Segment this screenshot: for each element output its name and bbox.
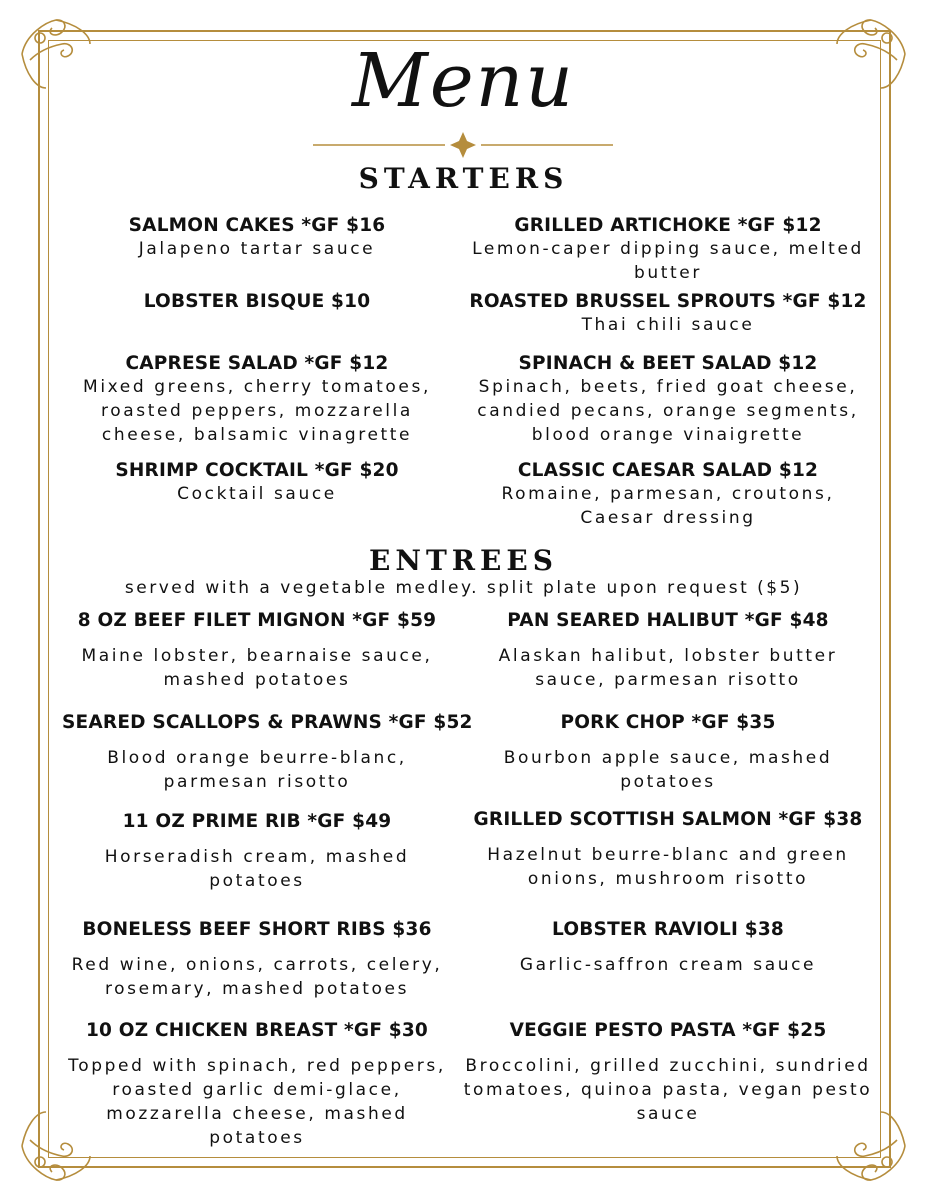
item-description: Red wine, onions, carrots, celery, rosemary, mashed potatoes	[71, 955, 443, 999]
item-description: Romaine, parmesan, croutons, Caesar dressing	[501, 484, 835, 528]
item-description: Horseradish cream, mashed potatoes	[104, 847, 410, 891]
item-name: BONELESS BEEF SHORT RIBS $36	[82, 919, 432, 940]
menu-item	[462, 215, 874, 285]
item-name: SHRIMP COCKTAIL *GF $20	[115, 460, 399, 481]
item-description: Maine lobster, bearnaise sauce, mashed potatoes	[81, 646, 433, 690]
menu-item	[62, 353, 452, 447]
entrees-note: served with a vegetable medley. split plate upon request ($5)	[124, 578, 803, 598]
menu-item	[462, 1020, 874, 1126]
item-name: LOBSTER RAVIOLI $38	[552, 919, 784, 940]
item-description: Mixed greens, cherry tomatoes, roasted peppers, mozzarella cheese, balsamic vinagrette	[83, 377, 431, 445]
menu-item	[462, 809, 874, 891]
item-description: Garlic-saffron cream sauce	[519, 955, 817, 975]
item-name: CAPRESE SALAD *GF $12	[125, 353, 389, 374]
menu-item	[462, 712, 874, 794]
menu-item	[62, 919, 452, 1001]
item-description: Lemon-caper dipping sauce, melted butter	[472, 239, 864, 283]
item-description: Cocktail sauce	[177, 484, 337, 504]
item-name: PAN SEARED HALIBUT *GF $48	[507, 610, 829, 631]
menu-item	[62, 610, 452, 692]
item-name: SPINACH & BEET SALAD $12	[518, 353, 818, 374]
item-name: LOBSTER BISQUE $10	[143, 291, 371, 312]
item-description: Topped with spinach, red peppers, roasted garlic demi-glace, mozzarella cheese, mashed potatoes	[68, 1056, 446, 1148]
item-description: Bourbon apple sauce, mashed potatoes	[503, 748, 833, 792]
menu-item	[62, 811, 452, 893]
menu-item	[462, 353, 874, 447]
item-name: SEARED SCALLOPS & PRAWNS *GF $52	[62, 712, 473, 733]
item-name: 11 OZ PRIME RIB *GF $49	[122, 811, 392, 832]
item-description: Hazelnut beurre-blanc and green onions, mushroom risotto	[487, 845, 849, 889]
item-name: 10 OZ CHICKEN BREAST *GF $30	[85, 1020, 429, 1041]
entrees-heading: ENTREES	[369, 544, 558, 577]
item-name: VEGGIE PESTO PASTA *GF $25	[509, 1020, 827, 1041]
menu-item	[62, 215, 452, 261]
menu-item	[62, 712, 473, 794]
item-description: Jalapeno tartar sauce	[138, 239, 376, 259]
starters-heading: STARTERS	[358, 162, 569, 195]
item-name: CLASSIC CAESAR SALAD $12	[517, 460, 819, 481]
item-description: Broccolini, grilled zucchini, sundried tomatoes, quinoa pasta, vegan pesto sauce	[463, 1056, 873, 1124]
menu-title: Menu	[352, 38, 575, 124]
menu-item	[462, 610, 874, 692]
item-description: Alaskan halibut, lobster butter sauce, parmesan risotto	[498, 646, 838, 690]
menu-item	[462, 919, 874, 977]
item-name: PORK CHOP *GF $35	[560, 712, 776, 733]
item-description: Thai chili sauce	[581, 315, 755, 335]
item-description: Blood orange beurre-blanc, parmesan risotto	[107, 748, 407, 792]
item-description: Spinach, beets, fried goat cheese, candied pecans, orange segments, blood orange vinaigrette	[477, 377, 859, 445]
item-name: 8 OZ BEEF FILET MIGNON *GF $59	[77, 610, 437, 631]
menu-item	[62, 1020, 452, 1150]
item-name: GRILLED SCOTTISH SALMON *GF $38	[473, 809, 863, 830]
menu-item	[462, 460, 874, 530]
menu-item	[462, 291, 874, 337]
menu-item	[62, 460, 452, 506]
menu-item	[62, 291, 452, 313]
star-divider-icon	[313, 130, 613, 160]
item-name: ROASTED BRUSSEL SPROUTS *GF $12	[469, 291, 867, 312]
item-name: GRILLED ARTICHOKE *GF $12	[514, 215, 822, 236]
item-name: SALMON CAKES *GF $16	[128, 215, 386, 236]
